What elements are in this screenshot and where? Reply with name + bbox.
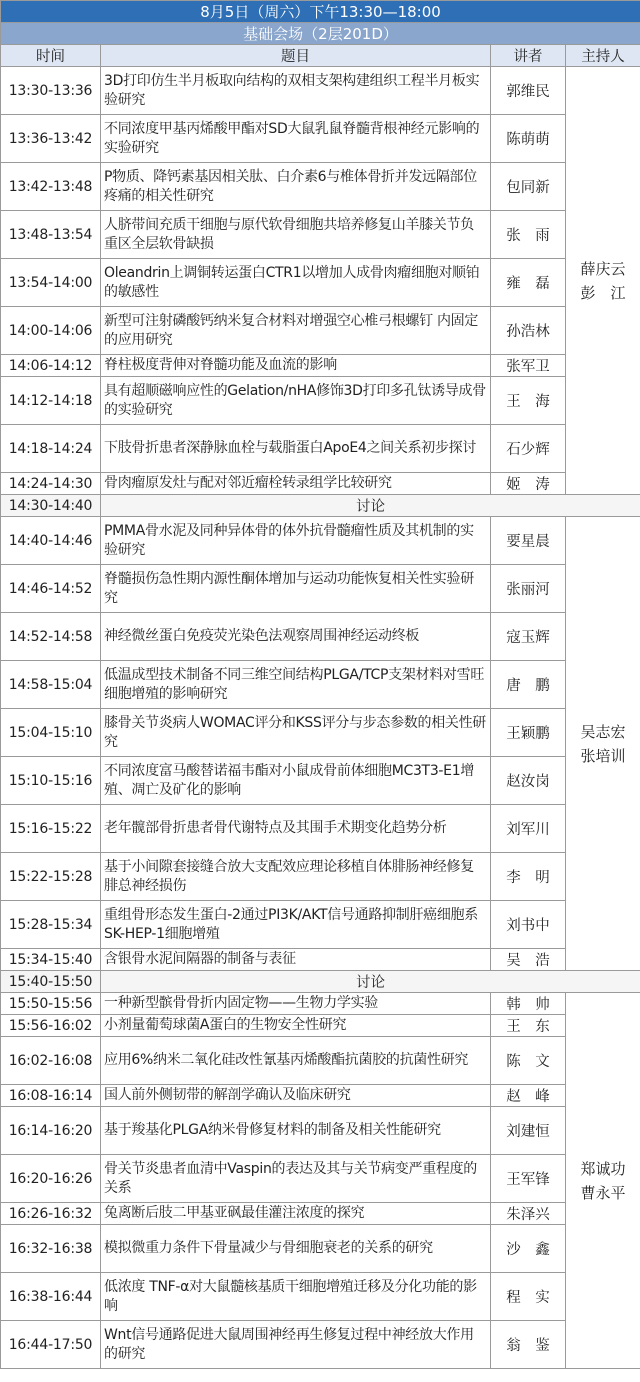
host-name: 张培训: [580, 746, 626, 765]
talk-title: 老年髋部骨折患者骨代谢特点及其围手术期变化趋势分析: [101, 805, 491, 853]
talk-time: 15:22-15:28: [1, 853, 101, 901]
talk-speaker: 王 东: [491, 1015, 566, 1037]
talk-row: [1, 115, 640, 163]
talk-time: 14:24-14:30: [1, 473, 101, 495]
talk-time: 16:20-16:26: [1, 1155, 101, 1203]
talk-time: 15:28-15:34: [1, 901, 101, 949]
talk-title: 应用6%纳米二氧化硅改性氰基丙烯酸酯抗菌胶的抗菌性研究: [101, 1037, 491, 1085]
talk-title: 小剂量葡萄球菌A蛋白的生物安全性研究: [101, 1015, 491, 1037]
talk-time: 13:48-13:54: [1, 211, 101, 259]
talk-speaker: 张丽河: [491, 565, 566, 613]
talk-speaker: 翁 鉴: [491, 1321, 566, 1369]
talk-speaker: 刘建恒: [491, 1107, 566, 1155]
column-header-row: [1, 45, 640, 67]
talk-time: 14:58-15:04: [1, 661, 101, 709]
talk-time: 14:12-14:18: [1, 377, 101, 425]
talk-speaker: 包同新: [491, 163, 566, 211]
talk-time: 14:46-14:52: [1, 565, 101, 613]
host-cell: [566, 67, 640, 495]
talk-title: 3D打印仿生半月板取向结构的双相支架构建组织工程半月板实验研究: [101, 67, 491, 115]
talk-speaker: 朱泽兴: [491, 1203, 566, 1225]
talk-time: 15:56-16:02: [1, 1015, 101, 1037]
talk-speaker: 姬 涛: [491, 473, 566, 495]
talk-time: 13:30-13:36: [1, 67, 101, 115]
talk-row: [1, 949, 640, 971]
talk-row: [1, 259, 640, 307]
talk-time: 14:00-14:06: [1, 307, 101, 355]
talk-time: 15:04-15:10: [1, 709, 101, 757]
host-name: 吴志宏: [580, 722, 626, 741]
talk-speaker: 石少辉: [491, 425, 566, 473]
talk-speaker: 赵汝岗: [491, 757, 566, 805]
talk-speaker: 陈 文: [491, 1037, 566, 1085]
talk-speaker: 吴 浩: [491, 949, 566, 971]
talk-row: [1, 1015, 640, 1037]
talk-row: [1, 993, 640, 1015]
talk-time: 15:16-15:22: [1, 805, 101, 853]
talk-time: 16:44-17:50: [1, 1321, 101, 1369]
talk-time: 15:34-15:40: [1, 949, 101, 971]
talk-time: 15:10-15:16: [1, 757, 101, 805]
talk-title: P物质、降钙素基因相关肽、白介素6与椎体骨折并发远隔部位疼痛的相关性研究: [101, 163, 491, 211]
talk-speaker: 唐 鹏: [491, 661, 566, 709]
talk-row: [1, 805, 640, 853]
discussion-row: [1, 495, 640, 517]
talk-title: 具有超顺磁响应性的Gelation/nHA修饰3D打印多孔钛诱导成骨的实验研究: [101, 377, 491, 425]
date-banner-row: [1, 1, 640, 23]
talk-row: [1, 1107, 640, 1155]
talk-row: [1, 1155, 640, 1203]
talk-row: [1, 377, 640, 425]
talk-title: 骨关节炎患者血清中Vaspin的表达及其与关节病变严重程度的关系: [101, 1155, 491, 1203]
talk-speaker: 王军锋: [491, 1155, 566, 1203]
talk-time: 14:52-14:58: [1, 613, 101, 661]
talk-row: [1, 473, 640, 495]
discussion-time: 15:40-15:50: [1, 971, 101, 993]
talk-row: [1, 1203, 640, 1225]
talk-title: 基于小间隙套接缝合放大支配效应理论移植自体腓肠神经修复腓总神经损伤: [101, 853, 491, 901]
talk-time: 14:18-14:24: [1, 425, 101, 473]
discussion-label: 讨论: [101, 495, 640, 517]
header-title: 题目: [101, 45, 491, 67]
talk-title: 基于羧基化PLGA纳米骨修复材料的制备及相关性能研究: [101, 1107, 491, 1155]
header-host: 主持人: [566, 45, 640, 67]
talk-row: [1, 565, 640, 613]
talk-time: 16:08-16:14: [1, 1085, 101, 1107]
host-cell: [566, 993, 640, 1369]
header-speaker: 讲者: [491, 45, 566, 67]
host-name: 薛庆云: [580, 259, 626, 278]
talk-title: 新型可注射磷酸钙纳米复合材料对增强空心椎弓根螺钉 内固定的应用研究: [101, 307, 491, 355]
talk-title: 下肢骨折患者深静脉血栓与载脂蛋白ApoE4之间关系初步探讨: [101, 425, 491, 473]
talk-speaker: 寇玉辉: [491, 613, 566, 661]
talk-speaker: 张军卫: [491, 355, 566, 377]
talk-speaker: 刘书中: [491, 901, 566, 949]
talk-title: 低温成型技术制备不同三维空间结构PLGA/TCP支架材料对雪旺细胞增殖的影响研究: [101, 661, 491, 709]
talk-speaker: 李 明: [491, 853, 566, 901]
host-cell: [566, 517, 640, 971]
talk-speaker: 沙 鑫: [491, 1225, 566, 1273]
talk-time: 13:42-13:48: [1, 163, 101, 211]
talk-title: 神经微丝蛋白免疫荧光染色法观察周围神经运动终板: [101, 613, 491, 661]
talk-speaker: 刘军川: [491, 805, 566, 853]
talk-speaker: 孙浩林: [491, 307, 566, 355]
talk-row: [1, 613, 640, 661]
talk-title: 兔离断后肢二甲基亚砜最佳灌注浓度的探究: [101, 1203, 491, 1225]
host-name: 彭 江: [580, 283, 626, 302]
talk-speaker: 赵 峰: [491, 1085, 566, 1107]
discussion-time: 14:30-14:40: [1, 495, 101, 517]
talk-row: [1, 661, 640, 709]
talk-title: 含银骨水泥间隔器的制备与表征: [101, 949, 491, 971]
talk-title: PMMA骨水泥及同种异体骨的体外抗骨髓瘤性质及其机制的实验研究: [101, 517, 491, 565]
talk-speaker: 郭维民: [491, 67, 566, 115]
talk-time: 14:40-14:46: [1, 517, 101, 565]
talk-row: [1, 1037, 640, 1085]
talk-time: 16:14-16:20: [1, 1107, 101, 1155]
talk-title: 脊柱极度背伸对脊髓功能及血流的影响: [101, 355, 491, 377]
talk-time: 13:36-13:42: [1, 115, 101, 163]
talk-speaker: 韩 帅: [491, 993, 566, 1015]
talk-row: [1, 1085, 640, 1107]
talk-title: 一种新型髌骨骨折内固定物——生物力学实验: [101, 993, 491, 1015]
talk-title: 骨肉瘤原发灶与配对邻近瘤栓转录组学比较研究: [101, 473, 491, 495]
talk-time: 13:54-14:00: [1, 259, 101, 307]
venue-banner-row: [1, 23, 640, 45]
talk-title: 不同浓度甲基丙烯酸甲酯对SD大鼠乳鼠脊髓背根神经元影响的实验研究: [101, 115, 491, 163]
talk-title: 重组骨形态发生蛋白-2通过PI3K/AKT信号通路抑制肝癌细胞系SK-HEP-1细胞增殖: [101, 901, 491, 949]
talk-row: [1, 67, 640, 115]
talk-title: 不同浓度富马酸替诺福韦酯对小鼠成骨前体细胞MC3T3-E1增殖、凋亡及矿化的影响: [101, 757, 491, 805]
talk-speaker: 张 雨: [491, 211, 566, 259]
talk-title: 国人前外侧韧带的解剖学确认及临床研究: [101, 1085, 491, 1107]
talk-title: 脊髓损伤急性期内源性酮体增加与运动功能恢复相关性实验研究: [101, 565, 491, 613]
talk-speaker: 王 海: [491, 377, 566, 425]
talk-row: [1, 355, 640, 377]
talk-title: 低浓度 TNF-α对大鼠髓核基质干细胞增殖迁移及分化功能的影响: [101, 1273, 491, 1321]
talk-title: 模拟微重力条件下骨量减少与骨细胞衰老的关系的研究: [101, 1225, 491, 1273]
talk-row: [1, 853, 640, 901]
talk-speaker: 雍 磊: [491, 259, 566, 307]
talk-title: 人脐带间充质干细胞与原代软骨细胞共培养修复山羊膝关节负重区全层软骨缺损: [101, 211, 491, 259]
talk-row: [1, 1321, 640, 1369]
talk-row: [1, 1273, 640, 1321]
host-name: 曹永平: [580, 1183, 626, 1202]
talk-time: 16:32-16:38: [1, 1225, 101, 1273]
talk-time: 15:50-15:56: [1, 993, 101, 1015]
talk-row: [1, 211, 640, 259]
talk-title: Wnt信号通路促进大鼠周围神经再生修复过程中神经放大作用的研究: [101, 1321, 491, 1369]
talk-time: 16:26-16:32: [1, 1203, 101, 1225]
talk-speaker: 陈萌萌: [491, 115, 566, 163]
host-name: 郑诚功: [580, 1159, 626, 1178]
date-banner: 8月5日（周六）下午13:30—18:00: [1, 1, 640, 23]
venue-banner: 基础会场（2层201D）: [1, 23, 640, 45]
talk-row: [1, 1225, 640, 1273]
talk-title: 膝骨关节炎病人WOMAC评分和KSS评分与步态参数的相关性研究: [101, 709, 491, 757]
talk-row: [1, 307, 640, 355]
talk-title: Oleandrin上调铜转运蛋白CTR1以增加人成骨肉瘤细胞对顺铂的敏感性: [101, 259, 491, 307]
header-time: 时间: [1, 45, 101, 67]
talk-speaker: 程 实: [491, 1273, 566, 1321]
discussion-row: [1, 971, 640, 993]
talk-row: [1, 163, 640, 211]
talk-row: [1, 709, 640, 757]
talk-speaker: 王颖鹏: [491, 709, 566, 757]
talk-time: 14:06-14:12: [1, 355, 101, 377]
talk-row: [1, 757, 640, 805]
talk-row: [1, 517, 640, 565]
talk-speaker: 要星晨: [491, 517, 566, 565]
talk-time: 16:02-16:08: [1, 1037, 101, 1085]
discussion-label: 讨论: [101, 971, 640, 993]
talk-row: [1, 425, 640, 473]
talk-time: 16:38-16:44: [1, 1273, 101, 1321]
talk-row: [1, 901, 640, 949]
